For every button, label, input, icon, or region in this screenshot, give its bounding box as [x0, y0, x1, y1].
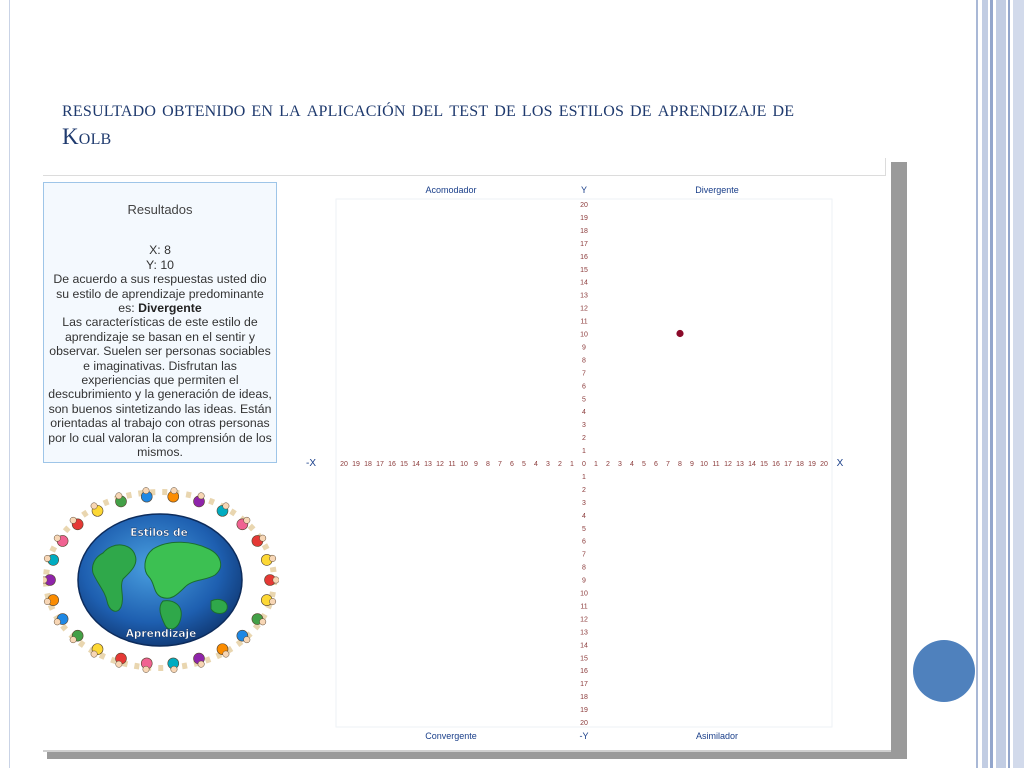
- y-tick-label: 2: [582, 435, 586, 443]
- y-tick-label: 12: [580, 305, 588, 313]
- y-tick-label: 1: [582, 473, 586, 481]
- x-tick-label: 2: [558, 461, 562, 468]
- screenshot-panel: [43, 158, 891, 752]
- x-tick-label: 13: [736, 461, 744, 468]
- y-tick-label: 7: [582, 370, 586, 378]
- x-tick-label: 8: [486, 461, 490, 468]
- slide-title: resultado obtenido en la aplicación del test de los estilos de aprendizaje de Kolb: [62, 96, 795, 149]
- results-text-after: Las características de este estilo de aprendizaje se basan en el sentir y observar. Suelen ser personas sociables e imaginativas. Disfrutan las experiencias que permiten el descubrimiento y la generación de ideas, son buenos sintetizando las ideas. Están orientadas al trabajo con otras personas por lo cual valoran la comprensión de los mismos.: [48, 315, 272, 460]
- x-tick-label: 12: [436, 461, 444, 468]
- x-tick-label: 9: [690, 461, 694, 468]
- y-tick-label: 11: [580, 603, 588, 611]
- x-tick-label: 3: [546, 461, 550, 468]
- y-tick-label: 18: [580, 694, 588, 702]
- x-tick-label: 1: [594, 461, 598, 468]
- x-tick-label: 19: [352, 461, 360, 468]
- x-tick-label: 6: [654, 461, 658, 468]
- y-tick-label: 1: [582, 448, 586, 456]
- x-tick-label: 7: [498, 461, 502, 468]
- globe-label-bottom: Aprendizaje: [125, 628, 197, 640]
- x-tick-label: 6: [510, 461, 514, 468]
- x-tick-label: 1: [570, 461, 574, 468]
- y-tick-label: 10: [580, 590, 588, 598]
- quadrant-label-acomodador: Acomodador: [425, 185, 477, 195]
- x-tick-label: 2: [606, 461, 610, 468]
- x-tick-label: 19: [808, 461, 816, 468]
- y-tick-label: 18: [580, 227, 588, 235]
- x-tick-label: 16: [388, 461, 396, 468]
- y-tick-label: 15: [580, 266, 588, 274]
- x-tick-label: 0: [582, 461, 586, 468]
- y-tick-label: 5: [582, 525, 586, 533]
- y-tick-label: 13: [580, 292, 588, 300]
- y-tick-label: 4: [582, 512, 586, 520]
- quadrant-label-divergente: Divergente: [695, 185, 739, 195]
- y-tick-label: 6: [582, 383, 586, 391]
- right-edge-stripe-5: [1008, 0, 1010, 768]
- y-tick-label: 5: [582, 396, 586, 404]
- y-tick-label: 16: [580, 253, 588, 261]
- kolb-chart: [43, 158, 891, 750]
- x-tick-label: 16: [772, 461, 780, 468]
- y-tick-label: 14: [580, 279, 588, 287]
- left-edge-rule: [9, 0, 10, 768]
- x-tick-label: 9: [474, 461, 478, 468]
- y-tick-label: 3: [582, 422, 586, 430]
- y-tick-label: 13: [580, 629, 588, 637]
- y-tick-label: 15: [580, 655, 588, 663]
- results-x-value: X: 8: [149, 243, 171, 258]
- y-tick-label: 7: [582, 551, 586, 559]
- y-tick-label: 8: [582, 564, 586, 572]
- x-tick-label: 5: [642, 461, 646, 468]
- axis-label-x: X: [836, 458, 844, 469]
- y-tick-label: 12: [580, 616, 588, 624]
- x-tick-label: 17: [376, 461, 384, 468]
- results-y-value: Y: 10: [145, 257, 175, 272]
- y-tick-label: 9: [582, 577, 586, 585]
- right-edge-stripe-1: [976, 0, 978, 768]
- y-tick-label: 8: [582, 357, 586, 365]
- quadrant-label-convergente: Convergente: [425, 731, 477, 741]
- y-tick-label: 19: [580, 707, 588, 715]
- x-tick-label: 18: [796, 461, 804, 468]
- x-tick-label: 20: [340, 461, 348, 468]
- x-tick-label: 18: [364, 461, 372, 468]
- y-tick-label: 9: [582, 344, 586, 352]
- x-tick-label: 11: [712, 461, 720, 468]
- x-tick-label: 17: [784, 461, 792, 468]
- axis-label-y: Y: [580, 185, 588, 195]
- x-tick-label: 10: [460, 461, 468, 468]
- x-tick-label: 15: [400, 461, 408, 468]
- y-tick-label: 14: [580, 642, 588, 650]
- y-tick-label: 6: [582, 538, 586, 546]
- results-title: Resultados: [127, 202, 193, 217]
- x-tick-label: 12: [724, 461, 732, 468]
- x-tick-label: 14: [748, 461, 756, 468]
- x-tick-label: 20: [820, 461, 828, 468]
- x-tick-label: 8: [678, 461, 682, 468]
- right-edge-stripe-2: [982, 0, 988, 768]
- y-tick-label: 11: [580, 318, 588, 326]
- x-tick-label: 4: [630, 461, 634, 468]
- y-tick-label: 17: [580, 240, 588, 248]
- globe-label-top: Estilos de: [130, 527, 188, 539]
- x-tick-label: 4: [534, 461, 538, 468]
- axis-label-neg-x: -X: [306, 458, 316, 469]
- y-tick-label: 3: [582, 499, 586, 507]
- right-edge-stripe-4: [996, 0, 1006, 768]
- y-tick-label: 20: [580, 720, 588, 727]
- x-tick-label: 5: [522, 461, 526, 468]
- y-tick-label: 10: [580, 331, 588, 339]
- y-tick-label: 20: [580, 202, 588, 209]
- x-tick-label: 13: [424, 461, 432, 468]
- y-tick-label: 4: [582, 409, 586, 417]
- decorative-circle: [913, 640, 975, 702]
- x-tick-label: 10: [700, 461, 708, 468]
- x-tick-label: 15: [760, 461, 768, 468]
- right-edge-stripe-3: [990, 0, 993, 768]
- results-text-before: De acuerdo a sus respuestas usted dio su estilo de aprendizaje predominante es:: [53, 272, 267, 316]
- y-tick-label: 16: [580, 668, 588, 676]
- axis-label-neg-y: -Y: [579, 731, 589, 741]
- x-tick-label: 11: [448, 461, 456, 468]
- x-tick-label: 3: [618, 461, 622, 468]
- results-style-name: Divergente: [138, 301, 202, 316]
- y-tick-label: 2: [582, 486, 586, 494]
- quadrant-label-asimilador: Asimilador: [695, 731, 739, 741]
- x-tick-label: 7: [666, 461, 670, 468]
- right-edge-stripe-6: [1013, 0, 1024, 768]
- result-point: [676, 330, 683, 337]
- x-tick-label: 14: [412, 461, 420, 468]
- y-tick-label: 19: [580, 214, 588, 222]
- y-tick-label: 17: [580, 681, 588, 689]
